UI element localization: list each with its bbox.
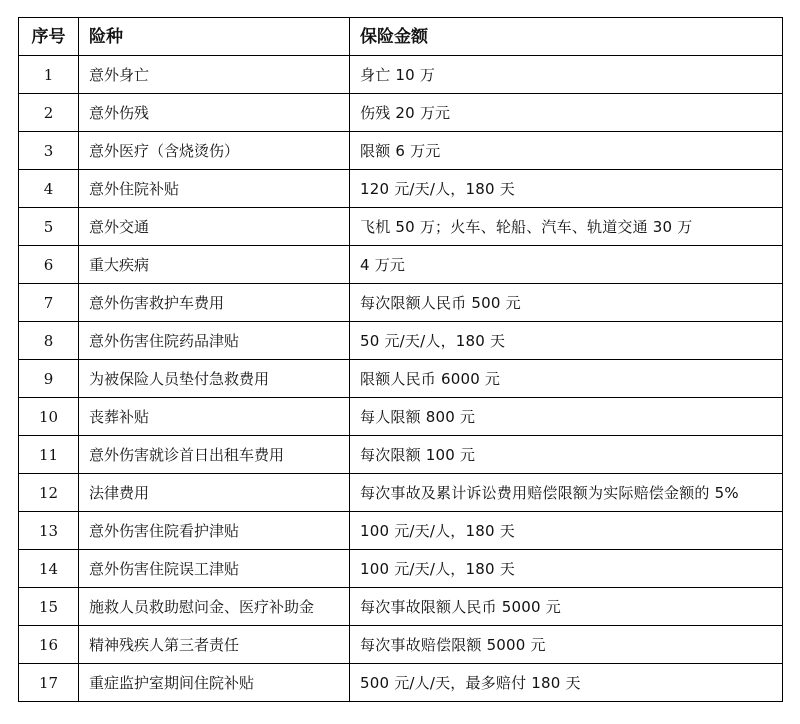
insurance-coverage-table <box>18 17 783 702</box>
row-serial-number: 17 <box>19 664 79 702</box>
row-serial-number: 11 <box>19 436 79 474</box>
row-serial-number: 2 <box>19 94 79 132</box>
row-serial-number: 1 <box>19 56 79 94</box>
table-row <box>19 474 783 512</box>
row-serial-number: 15 <box>19 588 79 626</box>
table-row <box>19 132 783 170</box>
row-serial-number: 14 <box>19 550 79 588</box>
row-insurance-type: 意外伤害就诊首日出租车费用 <box>79 436 350 474</box>
table-row <box>19 246 783 284</box>
row-insured-amount: 100 元/天/人，180 天 <box>350 512 783 550</box>
row-serial-number: 16 <box>19 626 79 664</box>
row-insured-amount: 4 万元 <box>350 246 783 284</box>
table-row <box>19 512 783 550</box>
row-insurance-type: 意外住院补贴 <box>79 170 350 208</box>
row-insured-amount: 身亡 10 万 <box>350 56 783 94</box>
table-row <box>19 588 783 626</box>
row-serial-number: 10 <box>19 398 79 436</box>
table-row <box>19 436 783 474</box>
row-insured-amount: 每次事故赔偿限额 5000 元 <box>350 626 783 664</box>
row-serial-number: 3 <box>19 132 79 170</box>
row-insurance-type: 意外伤害住院药品津贴 <box>79 322 350 360</box>
table-row <box>19 360 783 398</box>
row-insurance-type: 法律费用 <box>79 474 350 512</box>
row-insured-amount: 每次事故及累计诉讼费用赔偿限额为实际赔偿金额的 5% <box>350 474 783 512</box>
row-insured-amount: 限额人民币 6000 元 <box>350 360 783 398</box>
row-insured-amount: 伤残 20 万元 <box>350 94 783 132</box>
table-row <box>19 664 783 702</box>
row-insured-amount: 每人限额 800 元 <box>350 398 783 436</box>
table-row <box>19 398 783 436</box>
row-insurance-type: 施救人员救助慰问金、医疗补助金 <box>79 588 350 626</box>
row-serial-number: 4 <box>19 170 79 208</box>
table-row <box>19 56 783 94</box>
table-row <box>19 170 783 208</box>
table-row <box>19 94 783 132</box>
row-serial-number: 5 <box>19 208 79 246</box>
row-insured-amount: 120 元/天/人，180 天 <box>350 170 783 208</box>
header-insurance-type: 险种 <box>79 18 350 56</box>
row-insurance-type: 精神残疾人第三者责任 <box>79 626 350 664</box>
header-insured-amount: 保险金额 <box>350 18 783 56</box>
row-serial-number: 9 <box>19 360 79 398</box>
table-row <box>19 550 783 588</box>
row-insurance-type: 意外医疗（含烧烫伤） <box>79 132 350 170</box>
header-serial-number: 序号 <box>19 18 79 56</box>
row-insurance-type: 意外身亡 <box>79 56 350 94</box>
row-insured-amount: 50 元/天/人，180 天 <box>350 322 783 360</box>
table-row <box>19 626 783 664</box>
table-header-row <box>19 18 783 56</box>
row-insurance-type: 意外伤残 <box>79 94 350 132</box>
table-row <box>19 208 783 246</box>
row-insured-amount: 500 元/人/天，最多赔付 180 天 <box>350 664 783 702</box>
row-insurance-type: 意外交通 <box>79 208 350 246</box>
row-serial-number: 8 <box>19 322 79 360</box>
row-insured-amount: 每次限额人民币 500 元 <box>350 284 783 322</box>
row-insurance-type: 为被保险人员垫付急救费用 <box>79 360 350 398</box>
row-insured-amount: 100 元/天/人，180 天 <box>350 550 783 588</box>
table-body <box>19 56 783 702</box>
row-insured-amount: 每次事故限额人民币 5000 元 <box>350 588 783 626</box>
row-serial-number: 6 <box>19 246 79 284</box>
row-insurance-type: 丧葬补贴 <box>79 398 350 436</box>
row-insurance-type: 重症监护室期间住院补贴 <box>79 664 350 702</box>
row-serial-number: 7 <box>19 284 79 322</box>
row-serial-number: 13 <box>19 512 79 550</box>
row-serial-number: 12 <box>19 474 79 512</box>
insurance-table-container <box>18 17 782 702</box>
row-insurance-type: 意外伤害住院看护津贴 <box>79 512 350 550</box>
row-insurance-type: 意外伤害救护车费用 <box>79 284 350 322</box>
table-row <box>19 284 783 322</box>
row-insurance-type: 意外伤害住院误工津贴 <box>79 550 350 588</box>
row-insured-amount: 每次限额 100 元 <box>350 436 783 474</box>
row-insured-amount: 飞机 50 万；火车、轮船、汽车、轨道交通 30 万 <box>350 208 783 246</box>
row-insured-amount: 限额 6 万元 <box>350 132 783 170</box>
table-row <box>19 322 783 360</box>
row-insurance-type: 重大疾病 <box>79 246 350 284</box>
